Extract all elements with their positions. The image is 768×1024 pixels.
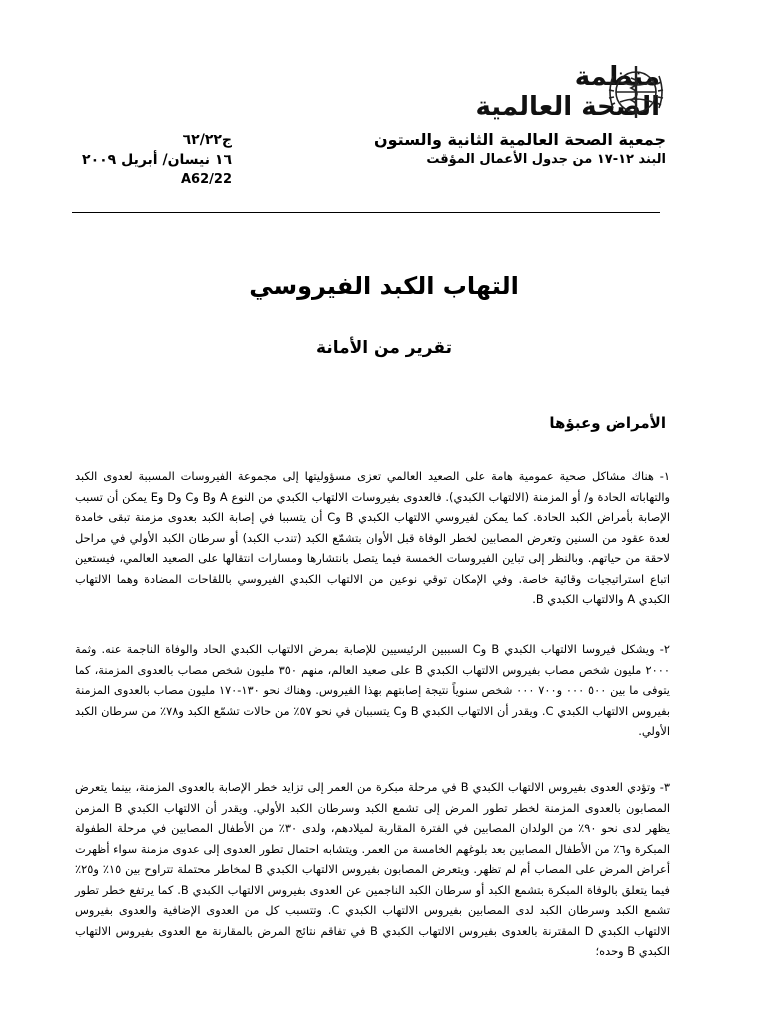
assembly-name: جمعية الصحة العالمية الثانية والستون xyxy=(373,130,666,149)
section-heading: الأمراض وعبؤها xyxy=(549,414,666,432)
document-date: ١٦ نيسان/ أبريل ٢٠٠٩ xyxy=(82,152,232,168)
assembly-info xyxy=(336,130,666,170)
agenda-item: البند ١٢-١٧ من جدول الأعمال المؤقت xyxy=(426,152,666,167)
document-subtitle: تقرير من الأمانة xyxy=(316,338,452,358)
document-number: ج٦٢/٢٢ xyxy=(182,132,232,148)
header-divider xyxy=(72,212,660,213)
who-emblem-icon xyxy=(605,62,667,122)
document-code: A62/22 xyxy=(181,172,232,187)
org-name-line1: منظمة xyxy=(574,62,660,92)
paragraph-2: ٢- ويشكل فيروسا الالتهاب الكبدي B وC السببين الرئيسيين للإصابة بمرض الالتهاب الكبدي الحاد والوفاة الناجمة عنه. وثمة ٢٠٠٠ مليون شخص مصاب بفيروس الالتهاب الكبدي B على صعيد العالم، منهم ٣٥٠ مليون شخص مصاب بالعدوى المزمنة، كما يتوفى ما بين ٥٠٠ ٠٠٠ و٧٠٠ ٠٠٠ شخص سنوياً نتيجة إصابتهم بهذا الفيروس. وهناك نحو ١٣٠-١٧٠ مليون مصاب بالعدوى المزمنة بفيروس الالتهاب الكبدي C. ويقدر أن الالتهاب الكبدي B وC يتسببان في نحو ٥٧٪ من حالات تشمّع الكبد و٧٨٪ من سرطان الكبد الأولي. xyxy=(75,642,671,739)
org-name-line2: الصحة العالمية xyxy=(475,92,660,122)
document-reference xyxy=(72,130,232,190)
document-title: التهاب الكبد الفيروسي xyxy=(249,272,519,300)
paragraph-3: ٣- وتؤدي العدوى بفيروس الالتهاب الكبدي B في مرحلة مبكرة من العمر إلى تزايد خطر الإصابة بالعدوى المزمنة، بينما يتعرض المصابون بالعدوى المزمنة لخطر تطور المرض إلى تشمع الكبد وسرطان الكبد الأولي. ويقدر أن الالتهاب الكبدي B المزمن يظهر لدى نحو ٩٠٪ من الولدان المصابين في الفترة المقاربة لميلادهم، ولدى ٣٠٪ من الأطفال المصابين في مرحلة الطفولة المبكرة و٦٪ من الأطفال المصابين بعد بلوغهم الخامسة من العمر. ويتشابه احتمال تطور العدوى إلى عدوى مزمنة سواء أظهرت أعراض المرض على المصاب أم لم تظهر. ويتعرض المصابون بفيروس الالتهاب الكبدي B لمخاطر محتملة تتراوح بين ١٥٪ و٢٥٪ فيما يتعلق بالوفاة المبكرة بتشمع الكبد أو سرطان الكبد الناجمين عن العدوى بفيروس الالتهاب الكبدي B. كما يرتفع خطر تطور تشمع الكبد وسرطان الكبد لدى المصابين بفيروس الالتهاب الكبدي C. وتتسبب كل من العدوى الإضافية والعدوى بفيروس الالتهاب الكبدي D المقترنة بالعدوى بفيروس الالتهاب الكبدي B في تفاقم نتائج المرض بالمقارنة مع العدوى بفيروس الالتهاب الكبدي B وحده؛ xyxy=(75,780,671,959)
paragraph-1: ١- هناك مشاكل صحية عمومية هامة على الصعيد العالمي تعزى مسؤوليتها إلى مجموعة الفيروسات المسببة لعدوى الكبد والتهاباته الحادة و/ أو المزمنة (الالتهاب الكبدي). فالعدوى بفيروسات الالتهاب الكبدي من النوع A وB وC وD وE يمكن أن تسبب الإصابة بأمراض الكبد الحادة. كما يمكن لفيروسي الالتهاب الكبدي B وC أن يتسببا في إصابة الكبد بعدوى مزمنة تبقى خامدة لعدة عقود من السنين وتعرض المصابين لخطر الوفاة قبل الأوان بتشمّع الكبد (تندب الكبد) أو سرطان الكبد الأولي في مراحل لاحقة من حياتهم. وبالنظر إلى تباين الفيروسات الخمسة فيما يتصل بانتشارها ومسارات انتقالها على الصعيد العالمي، فيستعين اتباع استراتيجيات وقائية خاصة. وفي الإمكان توقي نوعين من الالتهاب الكبدي الفيروسي باللقاحات المضادة وهما الالتهاب الكبدي A والالتهاب الكبدي B. xyxy=(75,469,671,607)
